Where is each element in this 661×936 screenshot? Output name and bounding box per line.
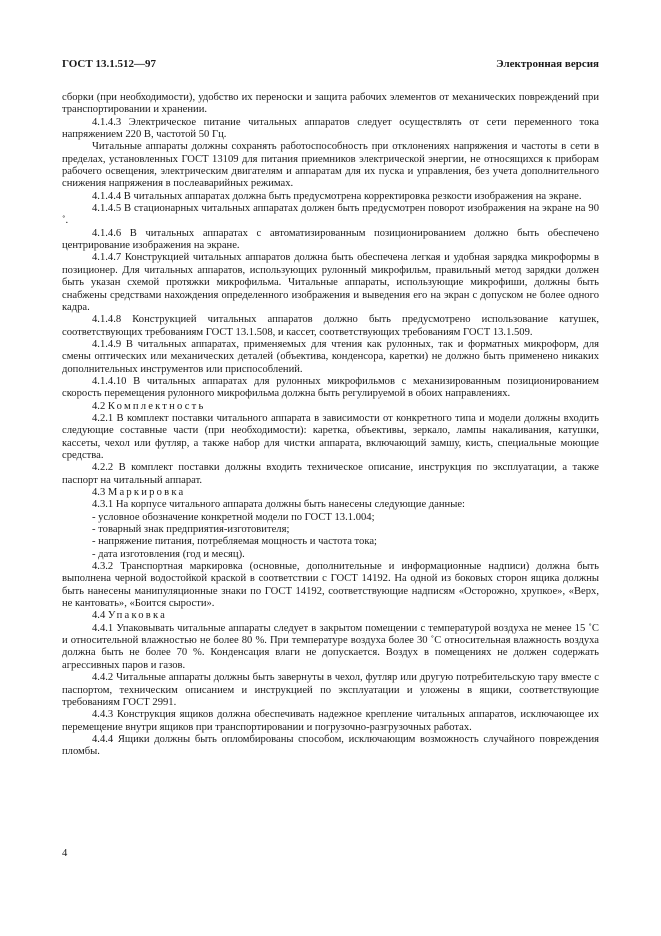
page-number: 4 <box>62 848 68 859</box>
section-title: Упаковка <box>107 610 168 622</box>
section-number: 4.3 <box>92 487 106 498</box>
section-title: Комплектность <box>107 400 206 412</box>
section-heading <box>62 487 599 499</box>
version-label: Электронная версия <box>496 58 599 70</box>
paragraph: 4.4.1 Упаковывать читальные аппараты следует в закрытом помещении с температурой воздуха не менее 15 ˚С и относительной влажностью не более 80 %. При температуре воздуха более 30 ˚С относительная влажность воздуха должна быть не более 70 %. Конденсация влаги не допускается. Воздух в помещениях не должен содержать агрессивных паров и газов. <box>62 622 599 671</box>
paragraph: 4.1.4.7 Конструкцией читальных аппаратов должна быть обеспечена легкая и удобная зарядка микроформы в позиционер. Для читальных аппаратов, использующих рулонный микрофильм, правильный метод зарядки должен быть указан схемой протяжки микрофильма. Читальные аппараты, использующие микрофиши, должны быть снабжены средствами нахождения определенного изображения и выведения его на экран с допуском не более одного кадра. <box>62 252 599 313</box>
paragraph: Читальные аппараты должны сохранять работоспособность при отклонениях напряжения и частоты в сети в пределах, установленных ГОСТ 13109 для питания приемников электрической энергии, не относящихся к приборам рабочего освещения, электрическим двигателям и аппаратам для их пуска и управления, без учета дополнительного снижения напряжения в послеаварийных режимах. <box>62 141 599 190</box>
standard-code: ГОСТ 13.1.512—97 <box>62 58 156 70</box>
paragraph: 4.1.4.9 В читальных аппаратах, применяемых для чтения как рулонных, так и форматных микроформ, для смены оптических или механических деталей (объектива, конденсора, каретки) не должно быть применено никаких дополнительных инструментов или приспособлений. <box>62 338 599 375</box>
paragraph: 4.3.1 На корпусе читального аппарата должны быть нанесены следующие данные: <box>92 499 465 511</box>
paragraph: 4.1.4.10 В читальных аппаратах для рулонных микрофильмов с механизированным позиционированием скорость перемещения рулонного микрофильма должна быть регулируемой в обоих направлениях. <box>62 375 599 400</box>
paragraph: 4.2.1 В комплект поставки читального аппарата в зависимости от конкретного типа и модели должны входить следующие составные части (при необходимости): каретка, объективы, зеркало, лампы накаливания, катушки, кассеты, чехол или футляр, а также набор для чистки аппарата, включающий замшу, кисть, специальные моющие средства. <box>62 412 599 461</box>
list-item: - дата изготовления (год и месяц). <box>92 548 245 560</box>
list-item: - напряжение питания, потребляемая мощность и частота тока; <box>92 536 377 548</box>
list-item: - условное обозначение конкретной модели по ГОСТ 13.1.004; <box>92 511 375 523</box>
section-number: 4.2 <box>92 400 106 412</box>
paragraph: 4.1.4.4 В читальных аппаратах должна быть предусмотрена корректировка резкости изображения на экране. <box>92 190 582 202</box>
page-header <box>62 58 599 74</box>
paragraph: 4.3.2 Транспортная маркировка (основные, дополнительные и информационные надписи) должна быть выполнена черной водостойкой краской в соответствии с ГОСТ 14192. На одной из боковых сторон ящика должны быть нанесены манипуляционные знаки по ГОСТ 14192, соответствующие надписям «Осторожно, хрупкое», «Верх, не кантовать», «Боится сырости». <box>62 561 599 610</box>
section-title: Маркировка <box>107 487 186 498</box>
paragraph: 4.1.4.8 Конструкцией читальных аппаратов должно быть предусмотрено использование катушек, соответствующих требованиям ГОСТ 13.1.508, и кассет, соответствующих требованиям ГОСТ 13.1.509. <box>62 314 599 338</box>
section-heading <box>62 610 599 622</box>
paragraph: 4.4.2 Читальные аппараты должны быть завернуты в чехол, футляр или другую потребительскую тару вместе с паспортом, техническим описанием и инструкцией по эксплуатации и уложены в ящики, соответствующие требованиям ГОСТ 2991. <box>62 672 599 708</box>
document-body <box>62 92 599 759</box>
section-heading <box>62 401 599 413</box>
paragraph: 4.4.3 Конструкция ящиков должна обеспечивать надежное крепление читальных аппаратов, исключающее их перемещение внутри ящиков при транспортировании и погрузочно-разгрузочных работах. <box>62 709 599 733</box>
paragraph: 4.1.4.5 В стационарных читальных аппаратах должен быть предусмотрен поворот изображения на экране на 90 ˚. <box>62 203 599 227</box>
paragraph: 4.1.4.6 В читальных аппаратах с автоматизированным позиционированием должно быть обеспечено центрирование изображения на экране. <box>62 227 599 252</box>
paragraph: 4.4.4 Ящики должны быть опломбированы способом, исключающим возможность случайного повреждения пломбы. <box>62 733 599 758</box>
paragraph-continuation: сборки (при необходимости), удобство их переноски и защита рабочих элементов от механических повреждений при транспортировании и хранении. <box>62 92 599 116</box>
list-item: - товарный знак предприятия-изготовителя; <box>92 524 290 536</box>
section-number: 4.4 <box>92 610 106 622</box>
paragraph: 4.1.4.3 Электрическое питание читальных аппаратов следует осуществлять от сети переменного тока напряжением 220 В, частотой 50 Гц. <box>62 116 599 141</box>
paragraph: 4.2.2 В комплект поставки должны входить техническое описание, инструкция по эксплуатации, а также паспорт на читальный аппарат. <box>62 462 599 486</box>
